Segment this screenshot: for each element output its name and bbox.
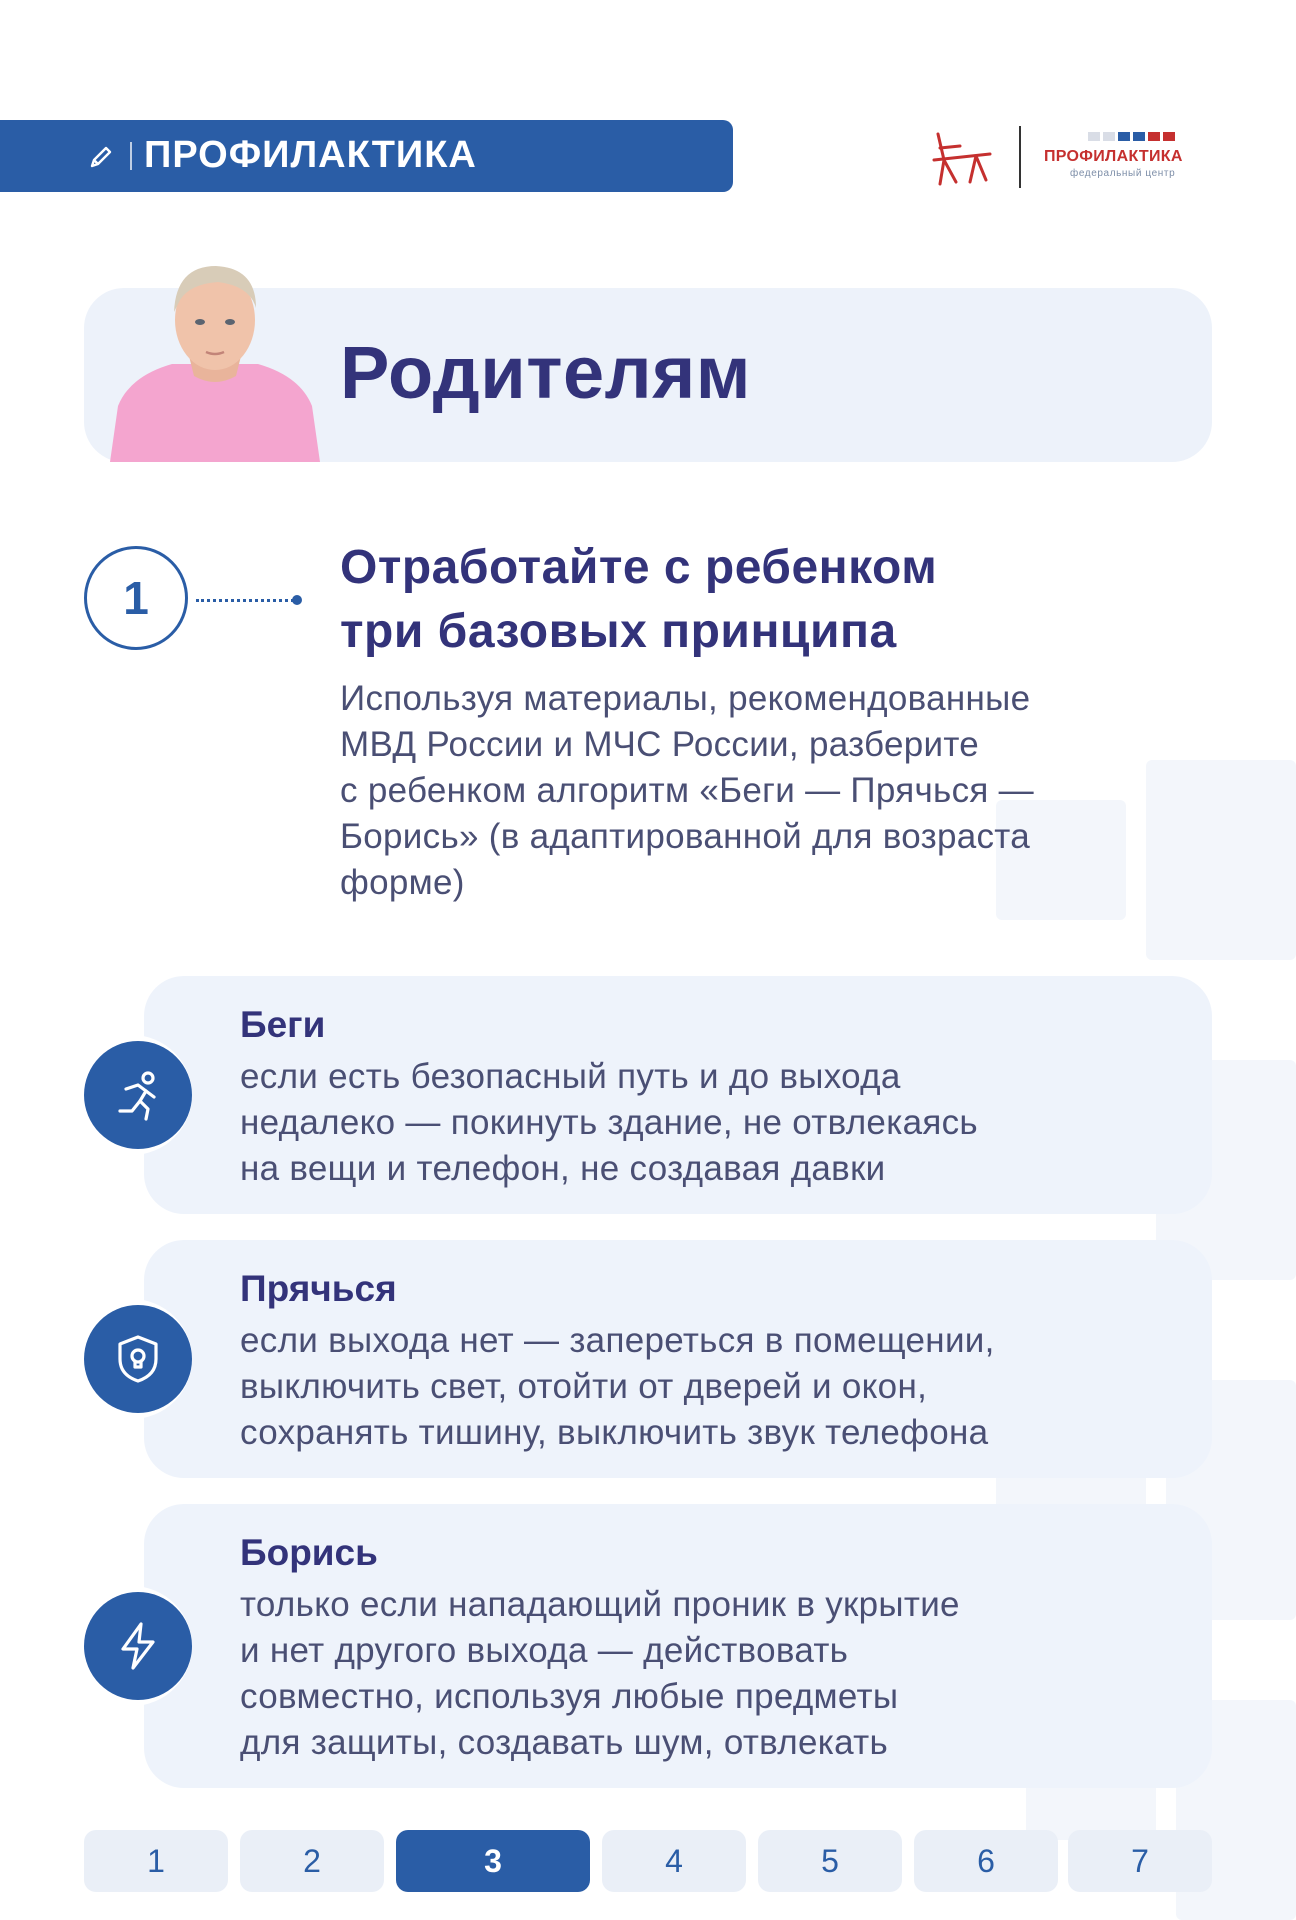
- page-button-7[interactable]: 7: [1068, 1830, 1212, 1892]
- header-title: ПРОФИЛАКТИКА: [144, 134, 477, 176]
- step-text-line: Борись» (в адаптированной для возраста: [340, 817, 1031, 856]
- rule-title: Беги: [240, 1004, 326, 1045]
- rule-text-line: если есть безопасный путь и до выхода: [240, 1057, 901, 1096]
- header-divider: [130, 142, 132, 170]
- lightning-icon: [84, 1592, 192, 1700]
- step-connector: [196, 599, 294, 602]
- chair-icon: [930, 130, 998, 188]
- step-text-line: форме): [340, 863, 465, 902]
- avatar: [110, 256, 320, 462]
- rule-text-line: и нет другого выхода — действовать: [240, 1631, 849, 1670]
- pagination: [84, 1830, 1212, 1892]
- header-bar: [0, 120, 733, 192]
- rule-text-line: недалеко — покинуть здание, не отвлекаясь: [240, 1103, 978, 1142]
- rule-text-line: для защиты, создавать шум, отвлекать: [240, 1723, 888, 1762]
- step-heading-line: три базовых принципа: [340, 605, 897, 658]
- rule-text-line: только если нападающий проник в укрытие: [240, 1585, 960, 1624]
- rule-text: [240, 1318, 1200, 1456]
- logo-name: ПРОФИЛАКТИКА: [1044, 148, 1183, 165]
- rule-text-line: совместно, используя любые предметы: [240, 1677, 899, 1716]
- shield-icon: [84, 1305, 192, 1413]
- step-connector-dot: [292, 595, 302, 605]
- pencil-icon: [86, 142, 116, 172]
- rule-text-line: на вещи и телефон, не создавая давки: [240, 1149, 886, 1188]
- page-button-2[interactable]: 2: [240, 1830, 384, 1892]
- logo-subtitle: федеральный центр: [1070, 168, 1176, 179]
- rule-text-line: если выхода нет — запереться в помещении,: [240, 1321, 995, 1360]
- step-text-line: с ребенком алгоритм «Беги — Прячься —: [340, 771, 1034, 810]
- step-description: [340, 676, 1220, 906]
- running-person-icon: [84, 1041, 192, 1149]
- rule-text: [240, 1582, 1200, 1766]
- page-button-5[interactable]: 5: [758, 1830, 902, 1892]
- page-button-6[interactable]: 6: [914, 1830, 1058, 1892]
- page-button-3[interactable]: 3: [396, 1830, 590, 1892]
- page-button-1[interactable]: 1: [84, 1830, 228, 1892]
- page-button-4[interactable]: 4: [602, 1830, 746, 1892]
- rule-title: Прячься: [240, 1268, 397, 1309]
- rule-title: Борись: [240, 1532, 378, 1573]
- logo-divider: [1019, 126, 1021, 188]
- step-number: 1: [84, 546, 188, 650]
- step-heading: [340, 536, 1220, 664]
- rule-text-line: выключить свет, отойти от дверей и окон,: [240, 1367, 928, 1406]
- rule-text: [240, 1054, 1200, 1192]
- step-text-line: Используя материалы, рекомендованные: [340, 679, 1031, 718]
- logo: [920, 122, 1220, 192]
- step-text-line: МВД России и МЧС России, разберите: [340, 725, 980, 764]
- step-heading-line: Отработайте с ребенком: [340, 541, 938, 594]
- logo-flag: [1088, 132, 1175, 141]
- page-title: Родителям: [340, 331, 752, 414]
- rule-text-line: сохранять тишину, выключить звук телефона: [240, 1413, 989, 1452]
